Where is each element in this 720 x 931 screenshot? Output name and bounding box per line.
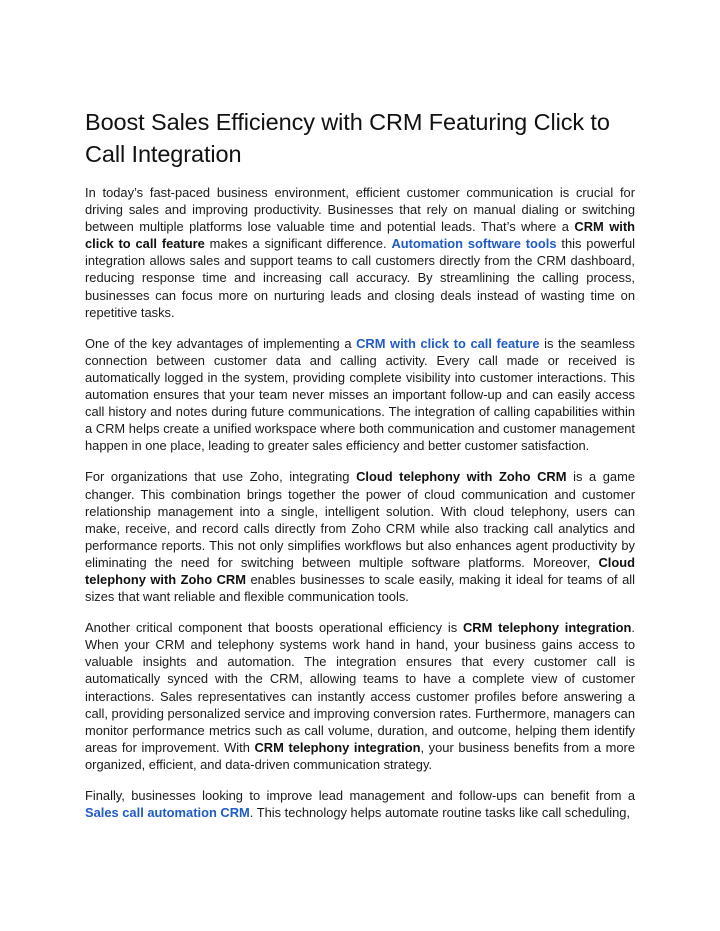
- link-crm-click-to-call[interactable]: CRM with click to call feature: [356, 335, 540, 351]
- paragraph-finally: [85, 787, 635, 821]
- link-automation-software-tools[interactable]: Automation software tools: [391, 236, 557, 252]
- bold-keyword: Cloud telephony with Zoho CRM: [356, 469, 567, 485]
- bold-keyword: Cloud telephony with Zoho CRM: [85, 554, 635, 587]
- paragraph-text: Another critical component that boosts operational efficiency is: [85, 620, 463, 636]
- link-sales-call-automation-crm[interactable]: Sales call automation CRM: [85, 805, 250, 821]
- page-title: Boost Sales Efficiency with CRM Featuring Click to Call Integration: [85, 109, 610, 167]
- paragraph-text: For organizations that use Zoho, integrating: [85, 469, 357, 485]
- paragraph-text: , your business benefits from a more organized, efficient, and data-driven communication strategy.: [85, 739, 635, 772]
- paragraph-text: . When your CRM and telephony systems work hand in hand, your business gains access to valuable insights and automation. The integration ensures that every customer call is automatically synced with the CRM, allowing teams to have a complete view of customer interactions. Sales representatives can instantly access customer profiles before answering a call, providing personalized service and improving conversion rates. Furthermore, managers can monitor performance metrics such as call volume, duration, and outcome, helping them identify areas for improvement. With: [85, 620, 636, 755]
- paragraph-text: is the seamless connection between customer data and calling activity. Every call made or received is automatically logged in the system, providing complete visibility into customer interactions. This automation ensures that your team never misses an important follow-up and can easily access call history and notes during future communications. The integration of calling capabilities within a CRM helps create a unified workspace where both communication and customer management happen in one place, leading to greater sales efficiency and better customer satisfaction.: [85, 335, 635, 454]
- paragraph-intro: [85, 184, 635, 321]
- paragraph-text: is a game changer. This combination brings together the power of cloud communication and customer relationship management into a single, intelligent solution. With cloud telephony, users can make, receive, and record calls directly from Zoho CRM while also tracking call analytics and performance reports. This not only simplifies workflows but also enhances agent productivity by eliminating the need for switching between multiple software platforms. Moreover,: [85, 469, 636, 570]
- paragraph-text: One of the key advantages of implementing a: [85, 335, 357, 351]
- document-page: [85, 106, 635, 835]
- bold-keyword: CRM telephony integration: [462, 620, 632, 636]
- bold-keyword: CRM telephony integration: [254, 739, 421, 755]
- paragraph-zoho: [85, 468, 635, 605]
- paragraph-text: enables businesses to scale easily, making it ideal for teams of all sizes that want reliable and flexible communication tools.: [85, 571, 635, 605]
- paragraph-text: Finally, businesses looking to improve lead management and follow-ups can benefit from a: [85, 788, 635, 803]
- bold-keyword: CRM with click to call feature: [85, 219, 635, 252]
- paragraph-text: . This technology helps automate routine tasks like call scheduling,: [249, 805, 631, 821]
- paragraph-text: In today’s fast-paced business environment, efficient customer communication is crucial for driving sales and improving productivity. Businesses that rely on manual dialing or switching between multiple platforms lose valuable time and potential leads. That’s where a: [85, 185, 635, 235]
- paragraph-text: this powerful integration allows sales and support teams to call customers directly from the CRM dashboard, reducing response time and increasing call accuracy. By streamlining the calling process, businesses can focus more on nurturing leads and closing deals instead of wasting time on repetitive tasks.: [85, 236, 636, 320]
- paragraph-advantages: [85, 335, 635, 455]
- paragraph-text: makes a significant difference.: [204, 236, 392, 252]
- paragraph-telephony-integration: [85, 619, 635, 773]
